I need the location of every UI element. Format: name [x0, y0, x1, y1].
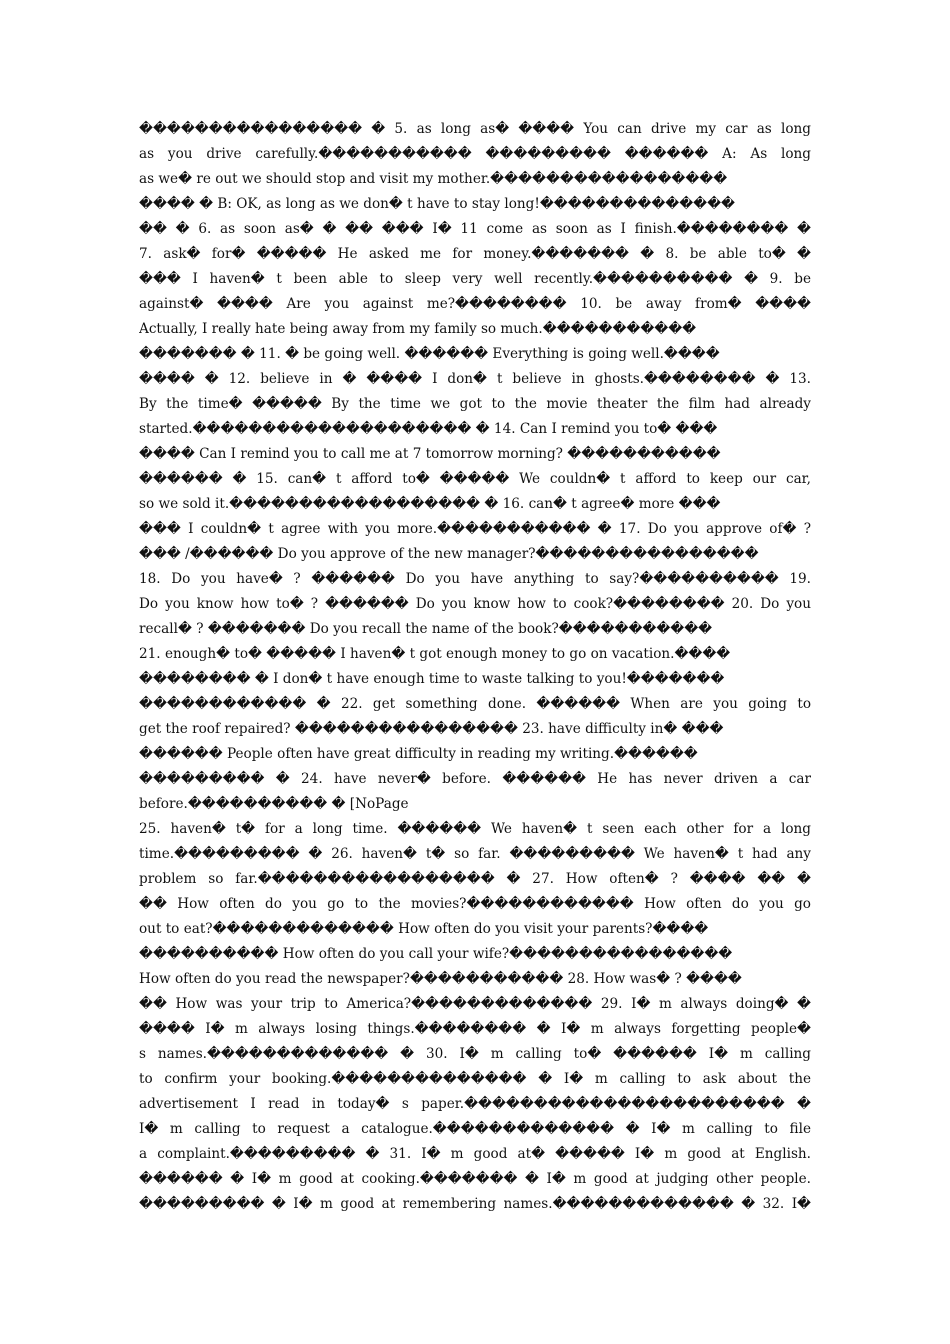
text-line: Actually, I really hate being away from my family so much.����������� [139, 321, 697, 337]
text-line: ���������� How often do you call your wife?���������������� [139, 946, 733, 962]
document-page [139, 117, 811, 1217]
text-line: time.��������� � 26. haven� t� so far. ��������� We haven� t had any [139, 846, 811, 862]
text-line: ������ People often have great difficulty in reading my writing.������ [139, 746, 698, 762]
text-line: s names.������������� � 30. I� m calling to� ������ I� m calling [139, 1046, 811, 1062]
text-line: as we� re out we should stop and visit my mother.����������������� [139, 171, 728, 187]
text-line: ������������ � 22. get something done. ������ When are you going to [139, 696, 811, 712]
text-line: ���� � 12. believe in � ���� I don� t believe in ghosts.�������� � 13. [139, 371, 811, 387]
text-line: ������ � I� m good at cooking.������� � I� m good at judging other people. [139, 1171, 811, 1187]
text-line: ��� /������ Do you approve of the new manager?���������������� [139, 546, 759, 562]
text-line: a complaint.��������� � 31. I� m good at� ����� I� m good at English. [139, 1146, 811, 1162]
text-line: ������ � 15. can� t afford to� ����� We couldn� t afford to keep our car, [139, 471, 811, 487]
text-line: so we sold it.������������������ � 16. can� t agree� more ��� [139, 496, 721, 512]
text-line: 25. haven� t� for a long time. ������ We haven� t seen each other for a long [139, 821, 811, 837]
text-line: ��������� � 24. have never� before. ������ He has never driven a car [139, 771, 811, 787]
text-line: ��� I haven� t been able to sleep very well recently.���������� � 9. be [139, 271, 811, 287]
text-line: problem so far.����������������� � 27. How often� ? ���� �� � [139, 871, 811, 887]
text-line: Do you know how to� ? ������ Do you know how to cook?�������� 20. Do you [139, 596, 811, 612]
text-line: �� � 6. as soon as� � �� ��� I� 11 come as soon as I finish.�������� � [139, 221, 811, 237]
text-line: �� How was your trip to America?������������� 29. I� m always doing� � [139, 996, 811, 1012]
text-line: ��������� � I� m good at remembering names.������������� � 32. I� [139, 1196, 811, 1212]
text-line: How often do you read the newspaper?����������� 28. How was� ? ���� [139, 971, 742, 987]
text-line: �� How often do you go to the movies?������������ How often do you go [139, 896, 811, 912]
text-line: ���� Can I remind you to call me at 7 tomorrow morning? ����������� [139, 446, 721, 462]
text-line: to confirm your booking.�������������� � I� m calling to ask about the [139, 1071, 811, 1087]
text-line: ���������������� � 5. as long as� ���� You can drive my car as long [139, 121, 811, 137]
text-line: ���� I� m always losing things.�������� � I� m always forgetting people� [139, 1021, 811, 1037]
text-line: 18. Do you have� ? ������ Do you have anything to say?���������� 19. [139, 571, 811, 587]
text-line: recall� ? ������� Do you recall the name of the book?����������� [139, 621, 713, 637]
text-line: 7. ask� for� ����� He asked me for money.������� � 8. be able to� � [139, 246, 811, 262]
text-line: advertisement I read in today� s paper.����������������������� � [139, 1096, 811, 1112]
text-line: ��� I couldn� t agree with you more.����������� � 17. Do you approve of� ? [139, 521, 811, 537]
text-line: get the roof repaired? ���������������� 23. have difficulty in� ��� [139, 721, 724, 737]
text-line: 21. enough� to� ����� I haven� t got enough money to go on vacation.���� [139, 646, 731, 662]
text-line: started.�������������������� � 14. Can I remind you to� ��� [139, 421, 718, 437]
text-line: as you drive carefully.����������� ��������� ������ A: As long [139, 146, 811, 162]
text-line: ������� � 11. � be going well. ������ Everything is going well.���� [139, 346, 720, 362]
text-line: against� ���� Are you against me?�������� 10. be away from� ���� [139, 296, 811, 312]
text-line: �������� � I don� t have enough time to waste talking to you!������� [139, 671, 725, 687]
text-line: By the time� ����� By the time we got to the movie theater the film had already [139, 396, 811, 412]
text-line: before.���������� � [NoPage [139, 796, 409, 812]
text-line: ���� � B: OK, as long as we don� t have to stay long!�������������� [139, 196, 735, 212]
text-line: I� m calling to request a catalogue.������������� � I� m calling to file [139, 1121, 811, 1137]
text-line: out to eat?������������� How often do you visit your parents?���� [139, 921, 709, 937]
